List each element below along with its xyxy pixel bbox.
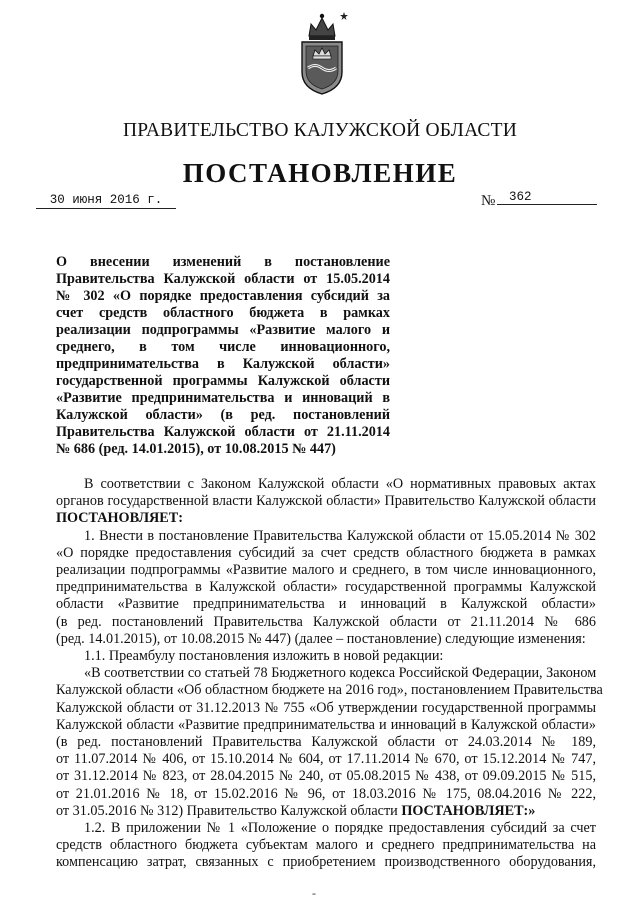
document-type-title: ПОСТАНОВЛЕНИЕ [182,158,458,188]
subject-line: Правительства Калужской области от 21.11.2014 [56,424,390,440]
document-subject [56,254,390,458]
organization-name: ПРАВИТЕЛЬСТВО КАЛУЖСКОЙ ОБЛАСТИ [123,120,517,141]
body-line: Калужской области от 31.12.2013 № 755 «Об утверждении государственной программы [56,699,596,716]
body-line: 1.2. В приложении № 1 «Положение о порядке предоставления субсидий за счет [84,820,596,837]
document-date: 30 июня 2016 г. [36,193,176,209]
body-line: «В соответствии со статьей 78 Бюджетного кодекса Российской Федерации, Законом [84,665,597,682]
subject-line: Правительства Калужской области от 15.05.2014 [56,271,390,287]
body-line [56,803,596,820]
subject-line: среднего, в том числе инновационного, [56,339,390,355]
subject-line: счет средств областного бюджета в рамках [56,305,390,321]
body-line-text: от 31.05.2016 № 312) Правительство Калужской области [56,802,402,819]
body-line: 1. Внести в постановление Правительства Калужской области от 15.05.2014 № 302 [84,527,596,544]
decree-word: ПОСТАНОВЛЯЕТ: [56,510,183,527]
body-line: компенсацию затрат, связанных с приобретением производственного оборудования, [56,854,596,871]
coat-of-arms-icon [296,10,348,96]
subject-line: Калужской области» (в ред. постановлений [56,407,390,423]
body-line: от 21.01.2016 № 18, от 15.02.2016 № 96, от 18.03.2016 № 175, 08.04.2016 № 222, [56,785,596,802]
body-line: средств областного бюджета субъектам малого и среднего предпринимательства на [56,837,596,854]
body-line: (ред. 14.01.2015), от 10.08.2015 № 447) (далее – постановление) следующие изменения: [56,630,586,647]
subject-line: О внесении изменений в постановление [56,254,390,270]
body-line: от 31.12.2014 № 823, от 28.04.2015 № 240, от 05.08.2015 № 438, от 09.09.2015 № 515, [56,768,596,785]
subject-line: «Развитие предпринимательства и инноваций в [56,390,390,406]
body-line: области «Развитие предпринимательства и инноваций в Калужской области» [56,596,596,613]
number-sign: № [481,193,496,209]
subject-line: государственной программы Калужской области [56,373,390,389]
body-line: от 11.07.2014 № 406, от 15.10.2014 № 604, от 17.11.2014 № 670, от 15.12.2014 № 747, [56,751,596,768]
body-line: предпринимательства в Калужской области» государственной программы Калужской [56,579,596,596]
subject-line: № 302 «О порядке предоставления субсидий за [56,288,390,304]
subject-line: предпринимательства в Калужской области» [56,356,390,372]
page-mark: - [312,886,316,900]
decree-word: ПОСТАНОВЛЯЕТ:» [401,802,536,819]
body-line: Калужской области «Развитие предпринимательства и инноваций в Калужской области» [56,716,596,733]
body-line: (в ред. постановлений Правительства Калужской области от 21.11.2014 № 686 [56,613,596,630]
subject-line: № 686 (ред. 14.01.2015), от 10.08.2015 № 447) [56,441,336,457]
body-line: (в ред. постановлений Правительства Калужской области от 24.03.2014 № 189, [56,734,596,751]
body-line: В соответствии с Законом Калужской области «О нормативных правовых актах [84,476,596,492]
body-line: «О порядке предоставления субсидий за счет средств областного бюджета в рамках [56,544,596,561]
document-body [56,476,603,872]
body-line: реализации подпрограммы «Развитие малого и среднего, в том числе инновационного, [56,562,596,579]
document-number: 362 [497,190,597,205]
body-line: 1.1. Преамбулу постановления изложить в новой редакции: [84,648,444,665]
body-line: Калужской области «Об областном бюджете на 2016 год», постановлением Правительства [56,682,603,699]
subject-line: реализации подпрограммы «Развитие малого и [56,322,390,338]
body-line-decree [56,510,596,527]
body-line: органов государственной власти Калужской области» Правительство Калужской области [56,493,596,510]
